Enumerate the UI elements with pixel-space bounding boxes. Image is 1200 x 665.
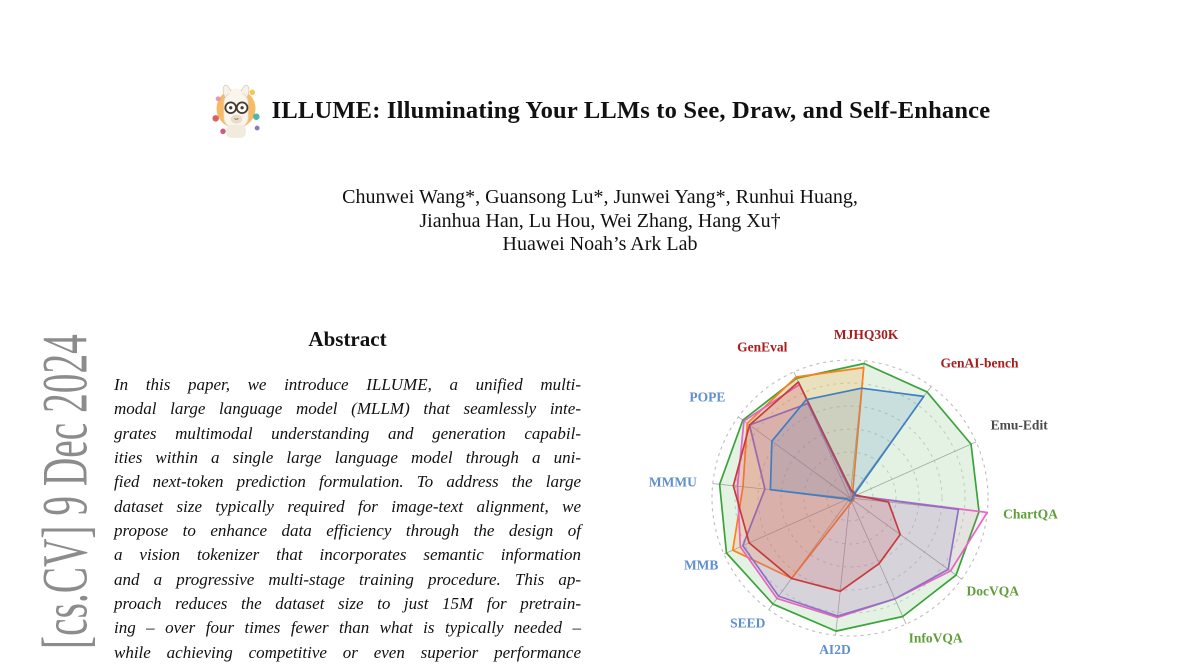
authors-line-1: Chunwei Wang*, Guansong Lu*, Junwei Yang*, Runhui Huang, bbox=[342, 186, 858, 208]
abstract-line: fied next-token prediction formulation. To address the large bbox=[114, 472, 581, 492]
radar-chart-svg bbox=[640, 320, 1200, 658]
radar-axis-label-POPE: POPE bbox=[689, 389, 726, 405]
abstract-line: while achieving competitive or even superior performance bbox=[114, 642, 581, 662]
radar-axis-label-AI2D: AI2D bbox=[819, 642, 851, 658]
abstract-column bbox=[114, 327, 581, 665]
radar-axis-label-SEED: SEED bbox=[730, 615, 766, 631]
benchmark-radar-chart bbox=[640, 320, 1200, 658]
abstract-line: proach reduces the dataset size to just 15M for pretrain- bbox=[114, 594, 581, 614]
authors-line-2: Jianhua Han, Lu Hou, Wei Zhang, Hang Xu† bbox=[419, 209, 781, 232]
abstract-line: and a progressive multi-stage training procedure. This ap- bbox=[114, 569, 581, 589]
abstract-line: grates multimodal understanding and generation capabil- bbox=[114, 423, 581, 443]
abstract-line: In this paper, we introduce ILLUME, a unified multi- bbox=[114, 375, 581, 394]
radar-axis-label-GenEval: GenEval bbox=[737, 339, 788, 355]
abstract-line: modal large language model (MLLM) that seamlessly inte- bbox=[114, 399, 581, 419]
arxiv-sidebar-text: [cs.CV] 9 Dec 2024 bbox=[29, 334, 102, 649]
paper-title: ILLUME: Illuminating Your LLMs to See, Draw, and Self-Enhance bbox=[271, 97, 991, 124]
radar-axis-label-DocVQA: DocVQA bbox=[966, 583, 1019, 599]
abstract-line: dataset size typically required for image-text alignment, we bbox=[114, 496, 581, 516]
abstract-line: ing – over four times fewer than what is typically needed – bbox=[114, 618, 581, 638]
illume-mascot-icon bbox=[210, 82, 262, 140]
radar-axis-label-MMMU: MMMU bbox=[648, 474, 697, 490]
authors-block bbox=[0, 186, 1200, 257]
abstract-line: ities within a single large language model through a uni- bbox=[114, 448, 581, 468]
radar-axis-label-InfoVQA: InfoVQA bbox=[908, 630, 963, 646]
radar-axis-label-ChartQA: ChartQA bbox=[1003, 506, 1058, 522]
abstract-line: a vision tokenizer that incorporates semantic information bbox=[114, 545, 581, 565]
abstract-heading: Abstract bbox=[308, 327, 387, 351]
abstract-line: propose to enhance data efficiency through the design of bbox=[114, 521, 581, 541]
radar-axis-label-MJHQ30K: MJHQ30K bbox=[833, 326, 899, 342]
radar-axis-label-GenAI-bench: GenAI-bench bbox=[940, 355, 1019, 371]
affiliation: Huawei Noah’s Ark Lab bbox=[502, 233, 698, 255]
radar-axis-label-Emu-Edit: Emu-Edit bbox=[990, 417, 1048, 433]
paper-title-row bbox=[0, 82, 1200, 140]
abstract-text bbox=[114, 373, 581, 665]
radar-axis-label-MMB: MMB bbox=[683, 557, 719, 573]
